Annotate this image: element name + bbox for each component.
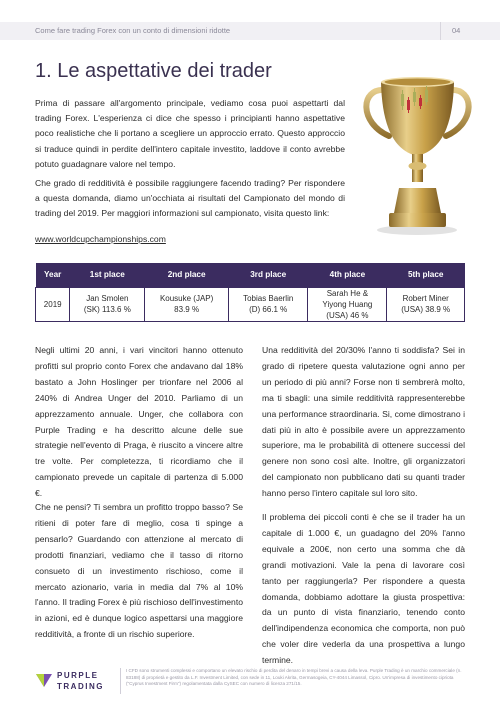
header-divider bbox=[440, 22, 441, 40]
fifth-value: (USA) 38.9 % bbox=[401, 305, 451, 314]
fourth-value: (USA) 46 % bbox=[326, 310, 369, 320]
results-table bbox=[35, 263, 465, 322]
footer-disclaimer: I CFD sono strumenti complessi e comportano un elevato rischio di perdita del denaro in tempi brevi a causa della leva. Purple Trading è un marchio commerciale (n. 83188) di proprietà e gestito da L.F. Investment Limited, con sede in 11, Louki Akrita, Germasogeia, CY-4044 Limassol, Cipro. Un'impresa di investimento cipriota ("Cyprus Investment Firm") regolamentata dalla CySEC con numero di licenza 271/15. bbox=[126, 668, 462, 686]
intro-paragraph-1: Prima di passare all'argomento principale, vediamo cosa puoi aspettarti dal trading Forex. L'esperienza ci dice che spesso i principianti hanno aspettative poco realistiche che li portano a scegliere un approccio errato. Questo approccio si traduce quindi in perdite dell'intero capitale investito, laddove il conto avrebbe potuto guadagnare valore nel tempo. bbox=[35, 98, 345, 169]
header-first: 1st place bbox=[70, 263, 145, 287]
second-value: 83.9 % bbox=[174, 305, 200, 314]
fourth-name-1: Sarah He & bbox=[326, 288, 369, 298]
first-value: (SK) 113.6 % bbox=[83, 305, 131, 314]
cell-third bbox=[228, 287, 307, 321]
third-value: (D) 66.1 % bbox=[249, 305, 288, 314]
fifth-name: Robert Miner bbox=[402, 294, 449, 303]
championship-link[interactable]: www.worldcupchampionships.com bbox=[35, 234, 166, 244]
running-title: Come fare trading Forex con un conto di dimensioni ridotte bbox=[35, 26, 231, 35]
cell-fourth bbox=[308, 287, 387, 321]
right-column-paragraph-1: Una redditività del 20/30% l'anno ti soddisfa? Sei in grado di ripetere questa valutazione ogni anno per un periodo di più anni? Forse non ti sembrerà molto, ma ti sbagli: una simile redditività rappresenterebbe una performance straordinaria. Si, come dimostrano i dati più in alto è possibile avere un apprezzamento superiore, ma le probabilità di ottenere successi del genere non sono così alte. Inoltre, gli organizzatori del campionato non pubblicano dati su quanti trader hanno perso l'intero capitale sul loro sito. bbox=[262, 345, 465, 499]
table-row bbox=[36, 287, 465, 321]
footer-divider bbox=[120, 668, 121, 694]
logo-line-2: TRADING bbox=[57, 682, 104, 691]
left-column-paragraph-2: Che ne pensi? Ti sembra un profitto troppo basso? Se ritieni di poter fare di meglio, cosa ti spinge a pensarlo? Guardando con attenzione al mercato di prodotti finanziari, vediamo che il tasso di ritorno consueto di un investimento rischioso, come il mercato azionario, varia in media dal 7% al 10% l'anno. Il trading Forex è più rischioso dell'investimento in azioni, ed è dunque logico aspettarsi una maggiore redditività, a fronte di un rischio superiore. bbox=[35, 502, 243, 640]
logo-mark-icon bbox=[35, 671, 53, 689]
cell-fifth bbox=[387, 287, 465, 321]
trophy-icon bbox=[355, 68, 480, 238]
third-name: Tobias Baerlin bbox=[243, 294, 294, 303]
header-fourth: 4th place bbox=[308, 263, 387, 287]
header-fifth: 5th place bbox=[387, 263, 465, 287]
section-title: 1. Le aspettative dei trader bbox=[35, 60, 272, 82]
cell-year bbox=[36, 287, 70, 321]
intro-paragraph-2: Che grado di redditività è possibile raggiungere facendo trading? Per rispondere a questa domanda, diamo un'occhiata ai risultati del Campionato del mondo di trading del 2019. Per maggiori informazioni sul campionato, visita questo link: bbox=[35, 178, 345, 219]
header-third: 3rd place bbox=[228, 263, 307, 287]
fourth-name-2: Yiyong Huang bbox=[322, 299, 373, 309]
logo-line-1: PURPLE bbox=[57, 671, 99, 680]
left-column-paragraph-1: Negli ultimi 20 anni, i vari vincitori hanno ottenuto profitti sul proprio conto Forex che andavano dal 18% bastato a John Hoslinger per trionfare nel 2006 al 240% di Andrea Unger del 2010. Parliamo di un apprezzamento annuale. Unger, che collabora con Purple Trading e ha descritto alcune delle sue strategie nell'evento di Praga, è riuscito a vincere altre tre volte. Per completezza, ti ricordiamo che il campionato prevede un capitale di partenza di 5.000 €. bbox=[35, 345, 243, 499]
table-header-row bbox=[36, 263, 465, 287]
year-value: 2019 bbox=[43, 299, 62, 309]
page-number: 04 bbox=[452, 26, 461, 35]
cell-second bbox=[145, 287, 229, 321]
right-column-paragraph-2: Il problema dei piccoli conti è che se il trader ha un capitale di 1.000 €, un guadagno del 20% l'anno equivale a 200€, non certo una somma che dà grandi motivazioni. Vale la pena di lavorare così tanto per raggiungerla? Per rispondere a questa domanda, dobbiamo adottare la giusta prospettiva: da un punto di vista finanziario, tenendo conto dell'indipendenza economica che comporta, non può che voler dire vederla da una prospettiva a lungo termine. bbox=[262, 512, 465, 666]
logo-text bbox=[57, 670, 104, 692]
first-name: Jan Smolen bbox=[86, 294, 129, 303]
header-year: Year bbox=[36, 263, 70, 287]
cell-first bbox=[70, 287, 145, 321]
second-name: Kousuke (JAP) bbox=[159, 294, 214, 303]
header-second: 2nd place bbox=[145, 263, 229, 287]
purple-trading-logo bbox=[35, 668, 115, 696]
